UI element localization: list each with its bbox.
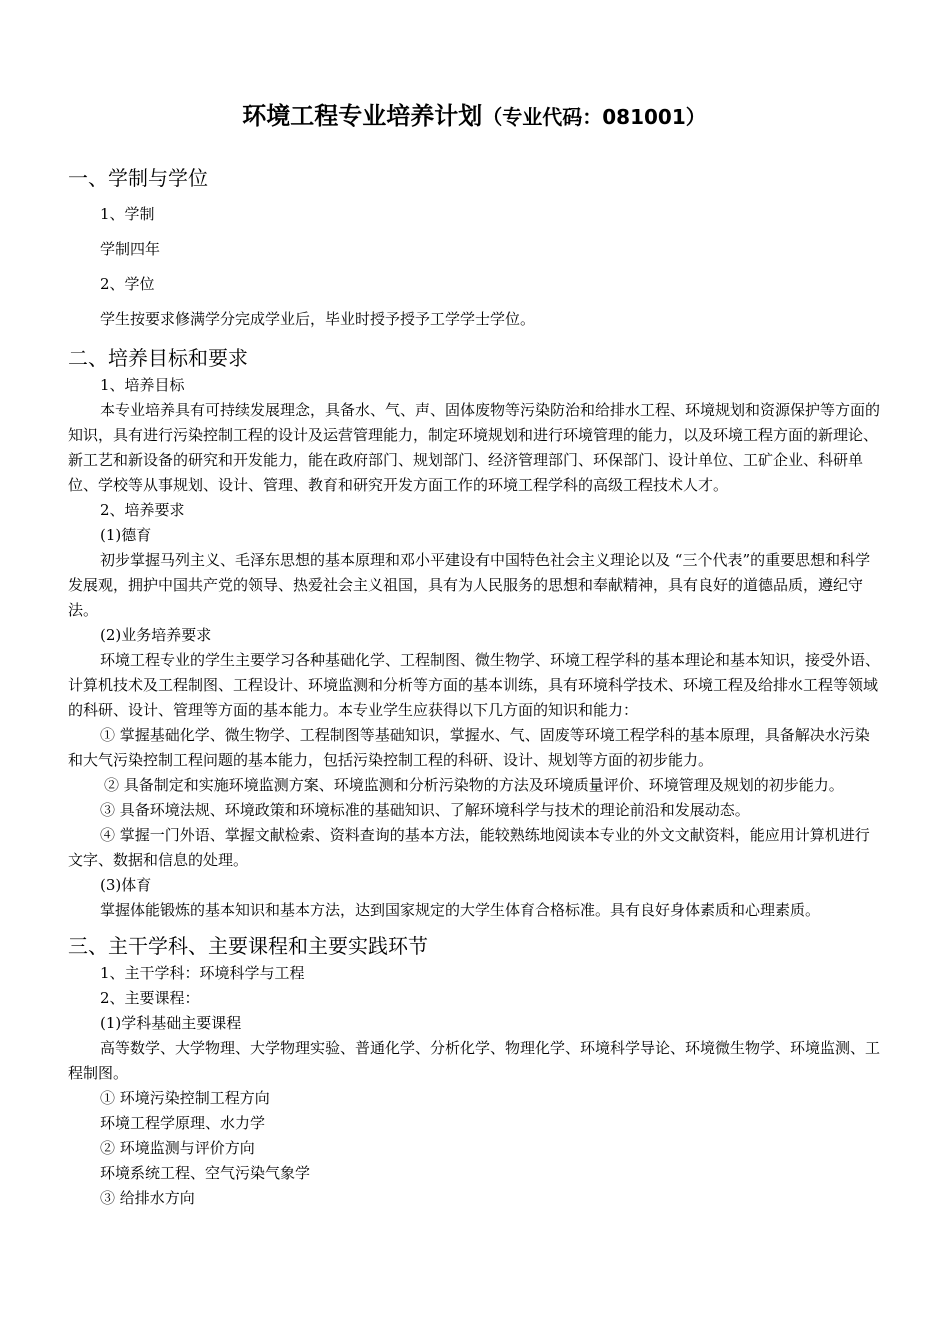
title-main: 环境工程专业培养计划 [242, 102, 483, 130]
paragraph: 环境工程学原理、水力学 [100, 1114, 266, 1132]
section-heading: 三、主干学科、主要课程和主要实践环节 [68, 934, 428, 958]
paragraph: (3)体育 [100, 876, 152, 894]
paragraph: ② 具备制定和实施环境监测方案、环境监测和分析污染物的方法及环境质量评价、环境管理及规划的初步能力。 [104, 776, 844, 794]
section-heading: 一、学制与学位 [68, 166, 208, 190]
paragraph: (2)业务培养要求 [100, 626, 212, 644]
paragraph: ① 掌握基础化学、微生物学、工程制图等基础知识，掌握水、气、固废等环境工程学科的基本原理，具备解决水污染和大气污染控制工程问题的基本能力，包括污染控制工程的科研、设计、规划等方面的初步能力。 [68, 726, 870, 769]
paragraph: 2、培养要求 [100, 501, 185, 519]
paragraph: ④ 掌握一门外语、掌握文献检索、资料查询的基本方法，能较熟练地阅读本专业的外文文献资料，能应用计算机进行文字、数据和信息的处理。 [68, 826, 870, 869]
paragraph: 环境系统工程、空气污染气象学 [100, 1164, 311, 1182]
section-schooling-degree [68, 163, 880, 337]
paragraph: 1、主干学科：环境科学与工程 [100, 964, 305, 982]
paragraph: 本专业培养具有可持续发展理念，具备水、气、声、固体废物等污染防治和给排水工程、环境规划和资源保护等方面的知识，具有进行污染控制工程的设计及运营管理能力，制定环境规划和进行环境管理的能力，以及环境工程方面的新理论、新工艺和新设备的研究和开发能力，能在政府部门、规划部门、经济管理部门、环保部门、设计单位、工矿企业、科研单位、学校等从事规划、设计、管理、教育和研究开发方面工作的环境工程学科的高级工程技术人才。 [68, 401, 881, 494]
paragraph: ③ 具备环境法规、环境政策和环境标准的基础知识、了解环境科学与技术的理论前沿和发展动态。 [100, 801, 750, 819]
title-code: （专业代码：081001） [482, 105, 706, 129]
paragraph: 学制四年 [100, 240, 161, 258]
paragraph: ② 环境监测与评价方向 [100, 1139, 255, 1157]
paragraph: 1、培养目标 [100, 376, 185, 394]
paragraph: 1、学制 [100, 205, 155, 223]
paragraph: ③ 给排水方向 [100, 1189, 195, 1207]
paragraph: 环境工程专业的学生主要学习各种基础化学、工程制图、微生物学、环境工程学科的基本理论和基本知识，接受外语、计算机技术及工程制图、工程设计、环境监测和分析等方面的基本训练，具有环境科学技术、环境工程及给排水工程等领域的科研、设计、管理等方面的基本能力。本专业学生应获得以下几方面的知识和能力： [68, 651, 881, 719]
paragraph: 高等数学、大学物理、大学物理实验、普通化学、分析化学、物理化学、环境科学导论、环境微生物学、环境监测、工程制图。 [68, 1039, 881, 1082]
paragraph: 2、学位 [100, 275, 155, 293]
section-heading: 二、培养目标和要求 [68, 346, 248, 370]
paragraph: 学生按要求修满学分完成学业后，毕业时授予授予工学学士学位。 [100, 310, 536, 328]
paragraph: ① 环境污染控制工程方向 [100, 1089, 270, 1107]
section-disciplines-courses [68, 931, 880, 1211]
document-title [68, 92, 880, 141]
paragraph: 掌握体能锻炼的基本知识和基本方法，达到国家规定的大学生体育合格标准。具有良好身体素质和心理素质。 [100, 901, 821, 919]
paragraph: (1)学科基础主要课程 [100, 1014, 242, 1032]
paragraph: 2、主要课程： [100, 989, 200, 1007]
section-goals-requirements [68, 343, 880, 923]
paragraph: (1)德育 [100, 526, 152, 544]
paragraph: 初步掌握马列主义、毛泽东思想的基本原理和邓小平建设有中国特色社会主义理论以及 “三个代表”的重要思想和科学发展观，拥护中国共产党的领导、热爱社会主义祖国，具有为人民服务的思想和奉献精神，具有良好的道德品质，遵纪守法。 [68, 551, 871, 619]
